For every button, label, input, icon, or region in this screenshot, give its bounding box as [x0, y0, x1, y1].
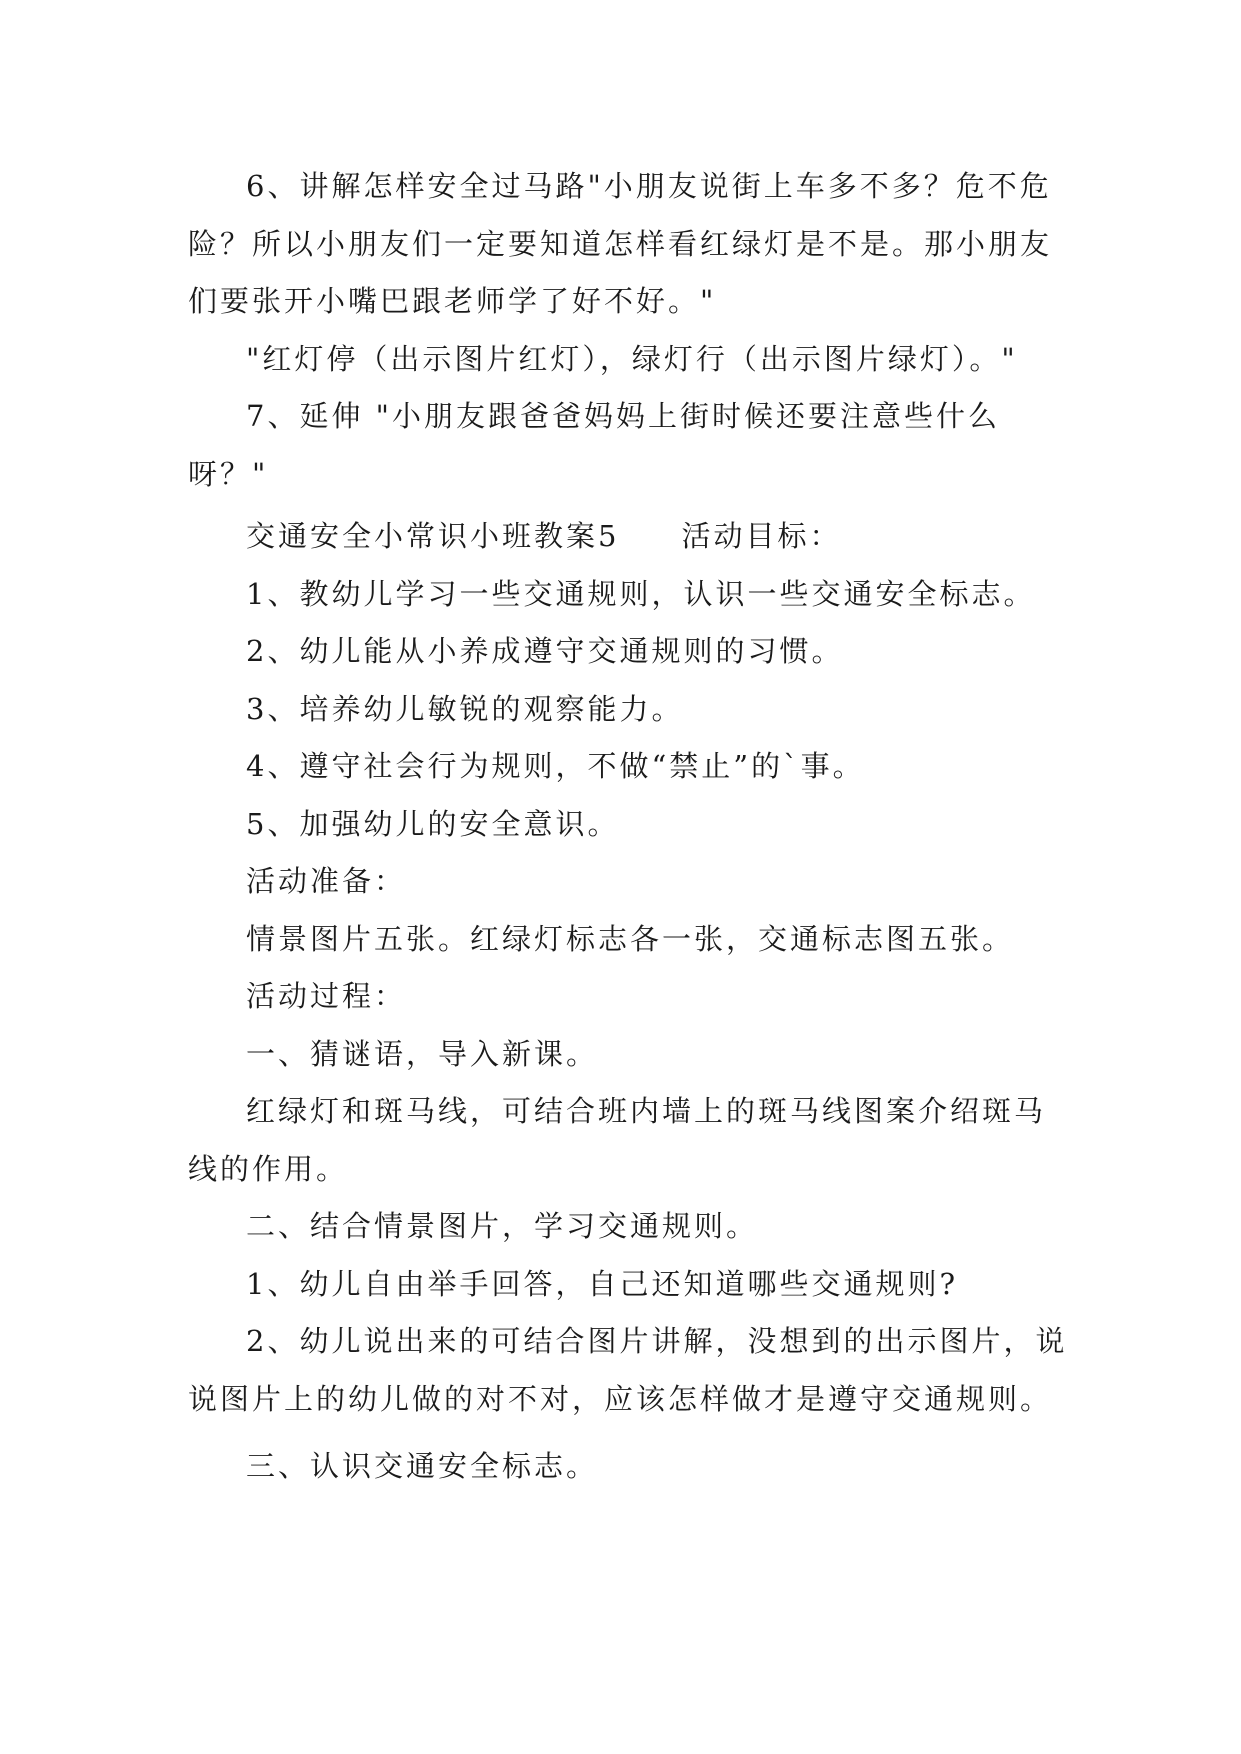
riddle-paragraph: 红绿灯和斑马线，可结合班内墙上的斑马线图案介绍斑马线的作用。 [188, 1094, 1047, 1186]
process-step-2: 二、结合情景图片，学习交通规则。 [246, 1209, 759, 1243]
section-heading-preparation: 活动准备： [246, 864, 407, 898]
step2-item-1: 1、幼儿自由举手回答，自己还知道哪些交通规则? [246, 1266, 958, 1301]
preparation-text: 情景图片五张。红绿灯标志各一张，交通标志图五张。 [246, 921, 1015, 956]
goal-item-2: 2、幼儿能从小养成遵守交通规则的习惯。 [246, 634, 844, 668]
section-heading-goals: 活动目标： [681, 519, 842, 553]
paragraph-extension: 7、延伸 "小朋友跟爸爸妈妈上街时候还要注意些什么呀？" [188, 399, 1001, 491]
paragraph-crossing-road: 6、讲解怎样安全过马路"小朋友说街上车多不多？危不危险？所以小朋友们一定要知道怎样看红绿灯是不是。那小朋友们要张开小嘴巴跟老师学了好不好。" [188, 169, 1053, 318]
lesson-title-line [188, 508, 1068, 566]
goal-item-1: 1、教幼儿学习一些交通规则，认识一些交通安全标志。 [246, 576, 1036, 611]
paragraph-traffic-light-chant: "红灯停（出示图片红灯），绿灯行（出示图片绿灯）。" [246, 341, 1018, 376]
step2-item-2: 2、幼儿说出来的可结合图片讲解，没想到的出示图片，说说图片上的幼儿做的对不对，应该怎样做才是遵守交通规则。 [188, 1324, 1068, 1416]
goal-item-4: 4、遵守社会行为规则，不做“禁止”的`事。 [246, 749, 865, 783]
document-body [188, 158, 1068, 1496]
section-heading-process: 活动过程： [246, 979, 407, 1013]
process-step-3: 三、认识交通安全标志。 [246, 1449, 599, 1483]
goal-item-3: 3、培养幼儿敏锐的观察能力。 [246, 691, 684, 726]
lesson-title: 交通安全小常识小班教案5 [246, 519, 620, 553]
process-step-1: 一、猜谜语，导入新课。 [246, 1036, 599, 1071]
goal-item-5: 5、加强幼儿的安全意识。 [246, 806, 620, 841]
